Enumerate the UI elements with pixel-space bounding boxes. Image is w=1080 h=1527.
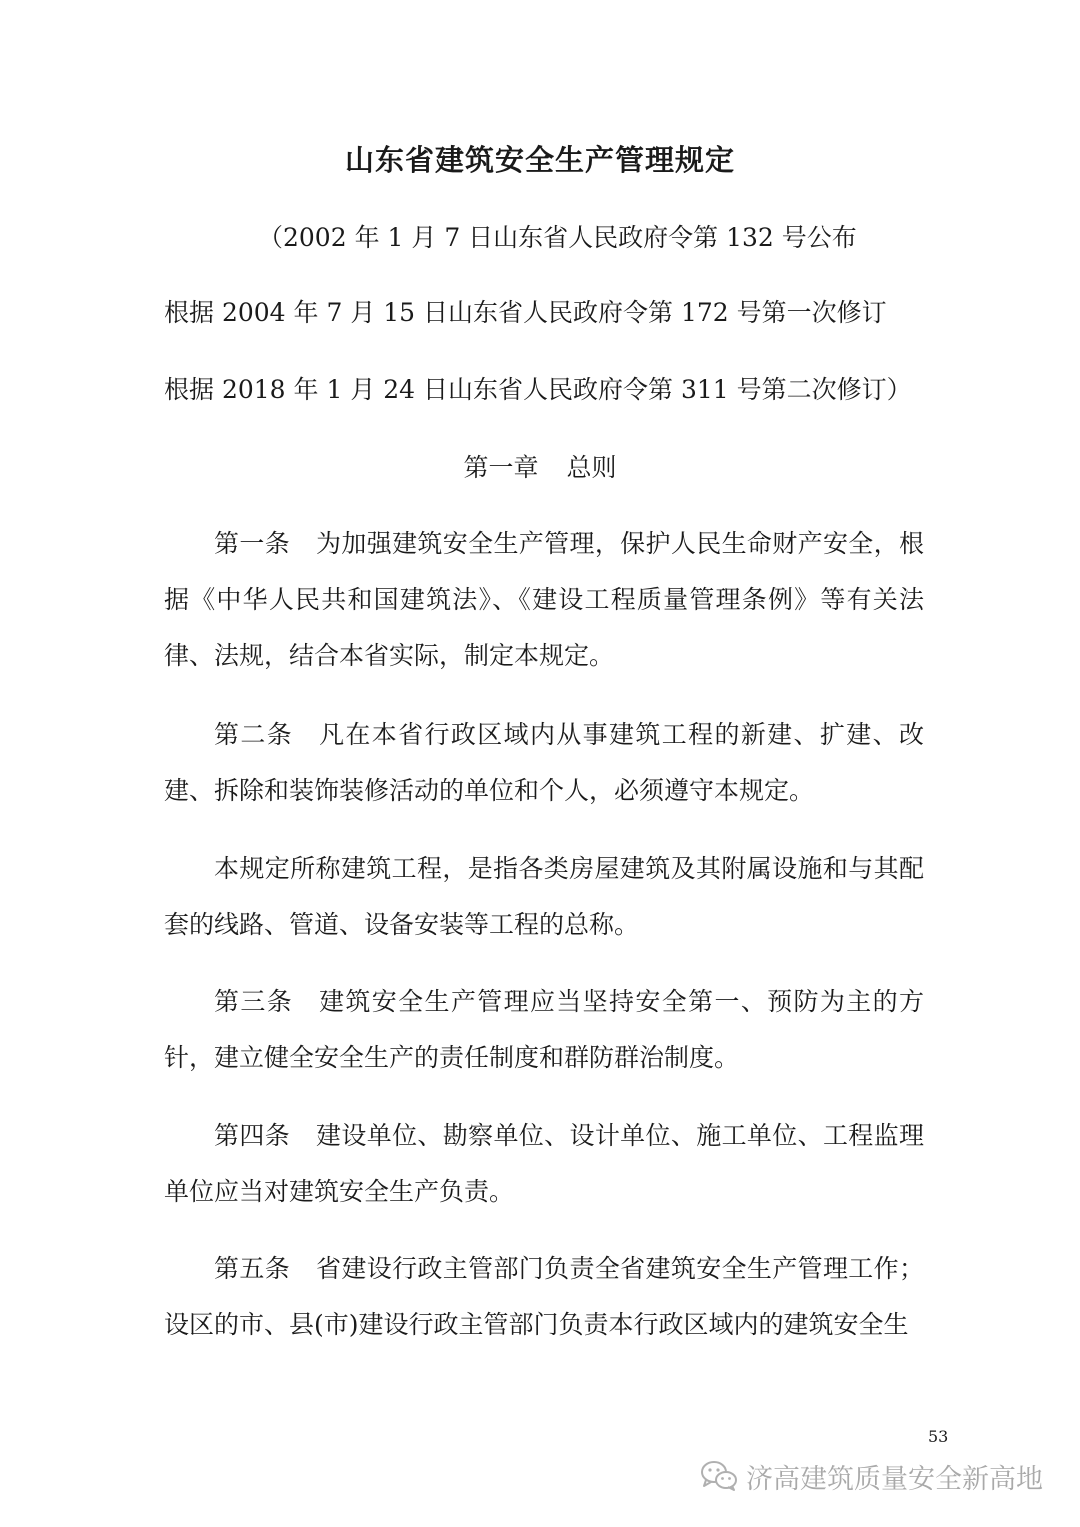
promulgation-note: （2002 年 1 月 7 日山东省人民政府令第 132 号公布 xyxy=(258,223,857,252)
page-number: 53 xyxy=(928,1427,949,1446)
article-2-definition xyxy=(164,841,924,953)
chapter-number: 第一章 xyxy=(463,453,539,482)
watermark xyxy=(700,1456,1043,1496)
article-2 xyxy=(164,707,924,819)
second-revision-note: 根据 2018 年 1 月 24 日山东省人民政府令第 311 号第二次修订） xyxy=(164,375,912,404)
wechat-icon xyxy=(700,1460,738,1492)
article-text: 建设单位、勘察单位、设计单位、施工单位、工程监理单位应当对建筑安全生产负责。 xyxy=(164,1121,924,1206)
article-text: 凡在本省行政区域内从事建筑工程的新建、扩建、改建、拆除和装饰装修活动的单位和个人，必须遵守本规定。 xyxy=(164,720,924,805)
chapter-heading xyxy=(0,451,1080,485)
article-text: 为加强建筑安全生产管理，保护人民生命财产安全，根据《中华人民共和国建筑法》、《建设工程质量管理条例》等有关法律、法规，结合本省实际，制定本规定。 xyxy=(164,529,924,670)
watermark-text: 济高建筑质量安全新高地 xyxy=(746,1463,1043,1495)
article-3 xyxy=(164,974,924,1086)
document-title: 山东省建筑安全生产管理规定 xyxy=(344,143,735,177)
chapter-name: 总则 xyxy=(566,453,617,482)
article-label: 第二条 xyxy=(214,720,294,749)
article-text: 省建设行政主管部门负责全省建筑安全生产管理工作；设区的市、县(市)建设行政主管部门负责本行政区域内的建筑安全生 xyxy=(164,1254,924,1339)
article-text: 本规定所称建筑工程，是指各类房屋建筑及其附属设施和与其配套的线路、管道、设备安装等工程的总称。 xyxy=(164,854,924,939)
article-label: 第五条 xyxy=(214,1254,291,1283)
article-4 xyxy=(164,1108,924,1220)
first-revision-note: 根据 2004 年 7 月 15 日山东省人民政府令第 172 号第一次修订 xyxy=(164,298,887,327)
article-text: 建筑安全生产管理应当坚持安全第一、预防为主的方针，建立健全安全生产的责任制度和群防群治制度。 xyxy=(164,987,924,1072)
article-1 xyxy=(164,516,924,684)
article-label: 第三条 xyxy=(214,987,294,1016)
article-5 xyxy=(164,1241,924,1353)
article-label: 第一条 xyxy=(214,529,291,558)
article-label: 第四条 xyxy=(214,1121,291,1150)
